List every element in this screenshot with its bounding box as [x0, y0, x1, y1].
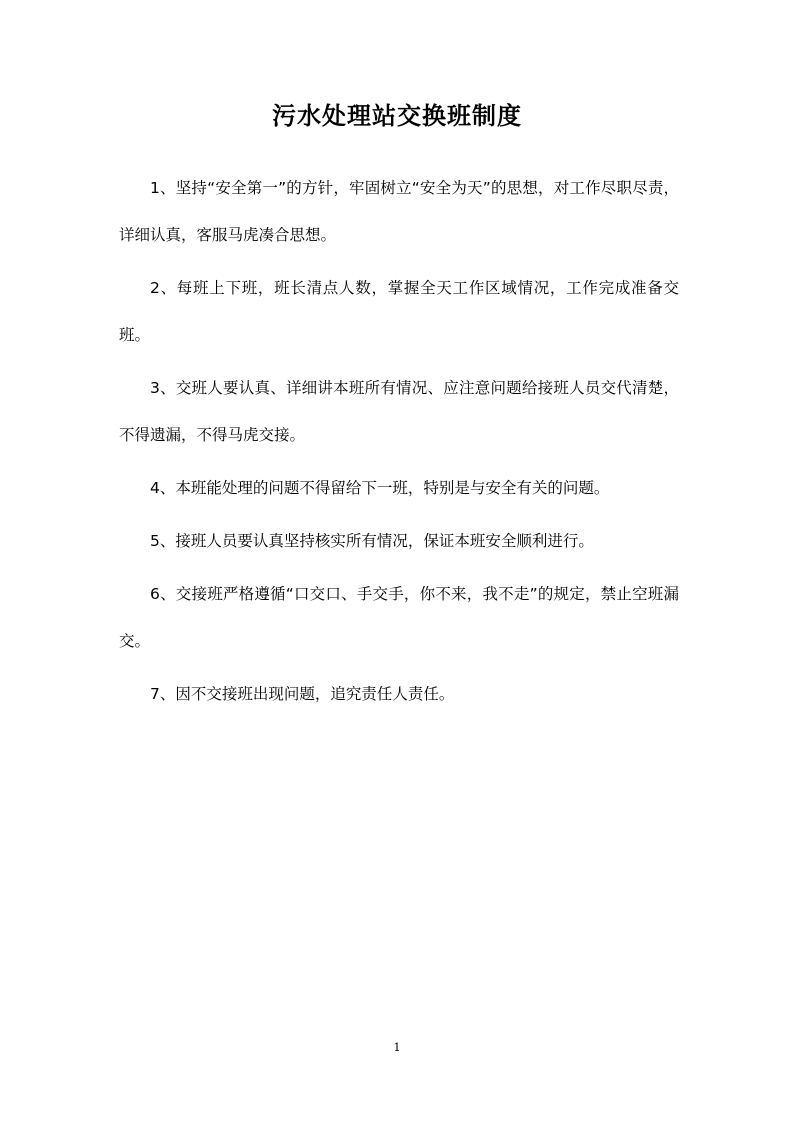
- paragraph-6: 6、交接班严格遵循“口交口、手交手，你不来，我不走”的规定，禁止空班漏交。: [119, 585, 679, 651]
- paragraph-5: 5、接班人员要认真坚持核实所有情况，保证本班安全顺利进行。: [150, 532, 594, 551]
- paragraph-4: 4、本班能处理的问题不得留给下一班，特别是与安全有关的问题。: [150, 478, 610, 497]
- paragraph-3: 3、交班人要认真、详细讲本班所有情况、应注意问题给接班人员交代清楚，不得遗漏，不得马虎交接。: [119, 378, 679, 444]
- document-body: [119, 165, 679, 725]
- document-title: 污水处理站交换班制度: [272, 101, 522, 130]
- page-number: 1: [393, 1041, 401, 1054]
- paragraph-2: 2、每班上下班，班长清点人数，掌握全天工作区域情况，工作完成准备交班。: [119, 278, 679, 344]
- paragraph-7: 7、因不交接班出现问题，追究责任人责任。: [150, 685, 455, 704]
- paragraph-1: 1、坚持“安全第一”的方针，牢固树立“安全为天”的思想，对工作尽职尽责，详细认真，客服马虎凑合思想。: [119, 179, 679, 244]
